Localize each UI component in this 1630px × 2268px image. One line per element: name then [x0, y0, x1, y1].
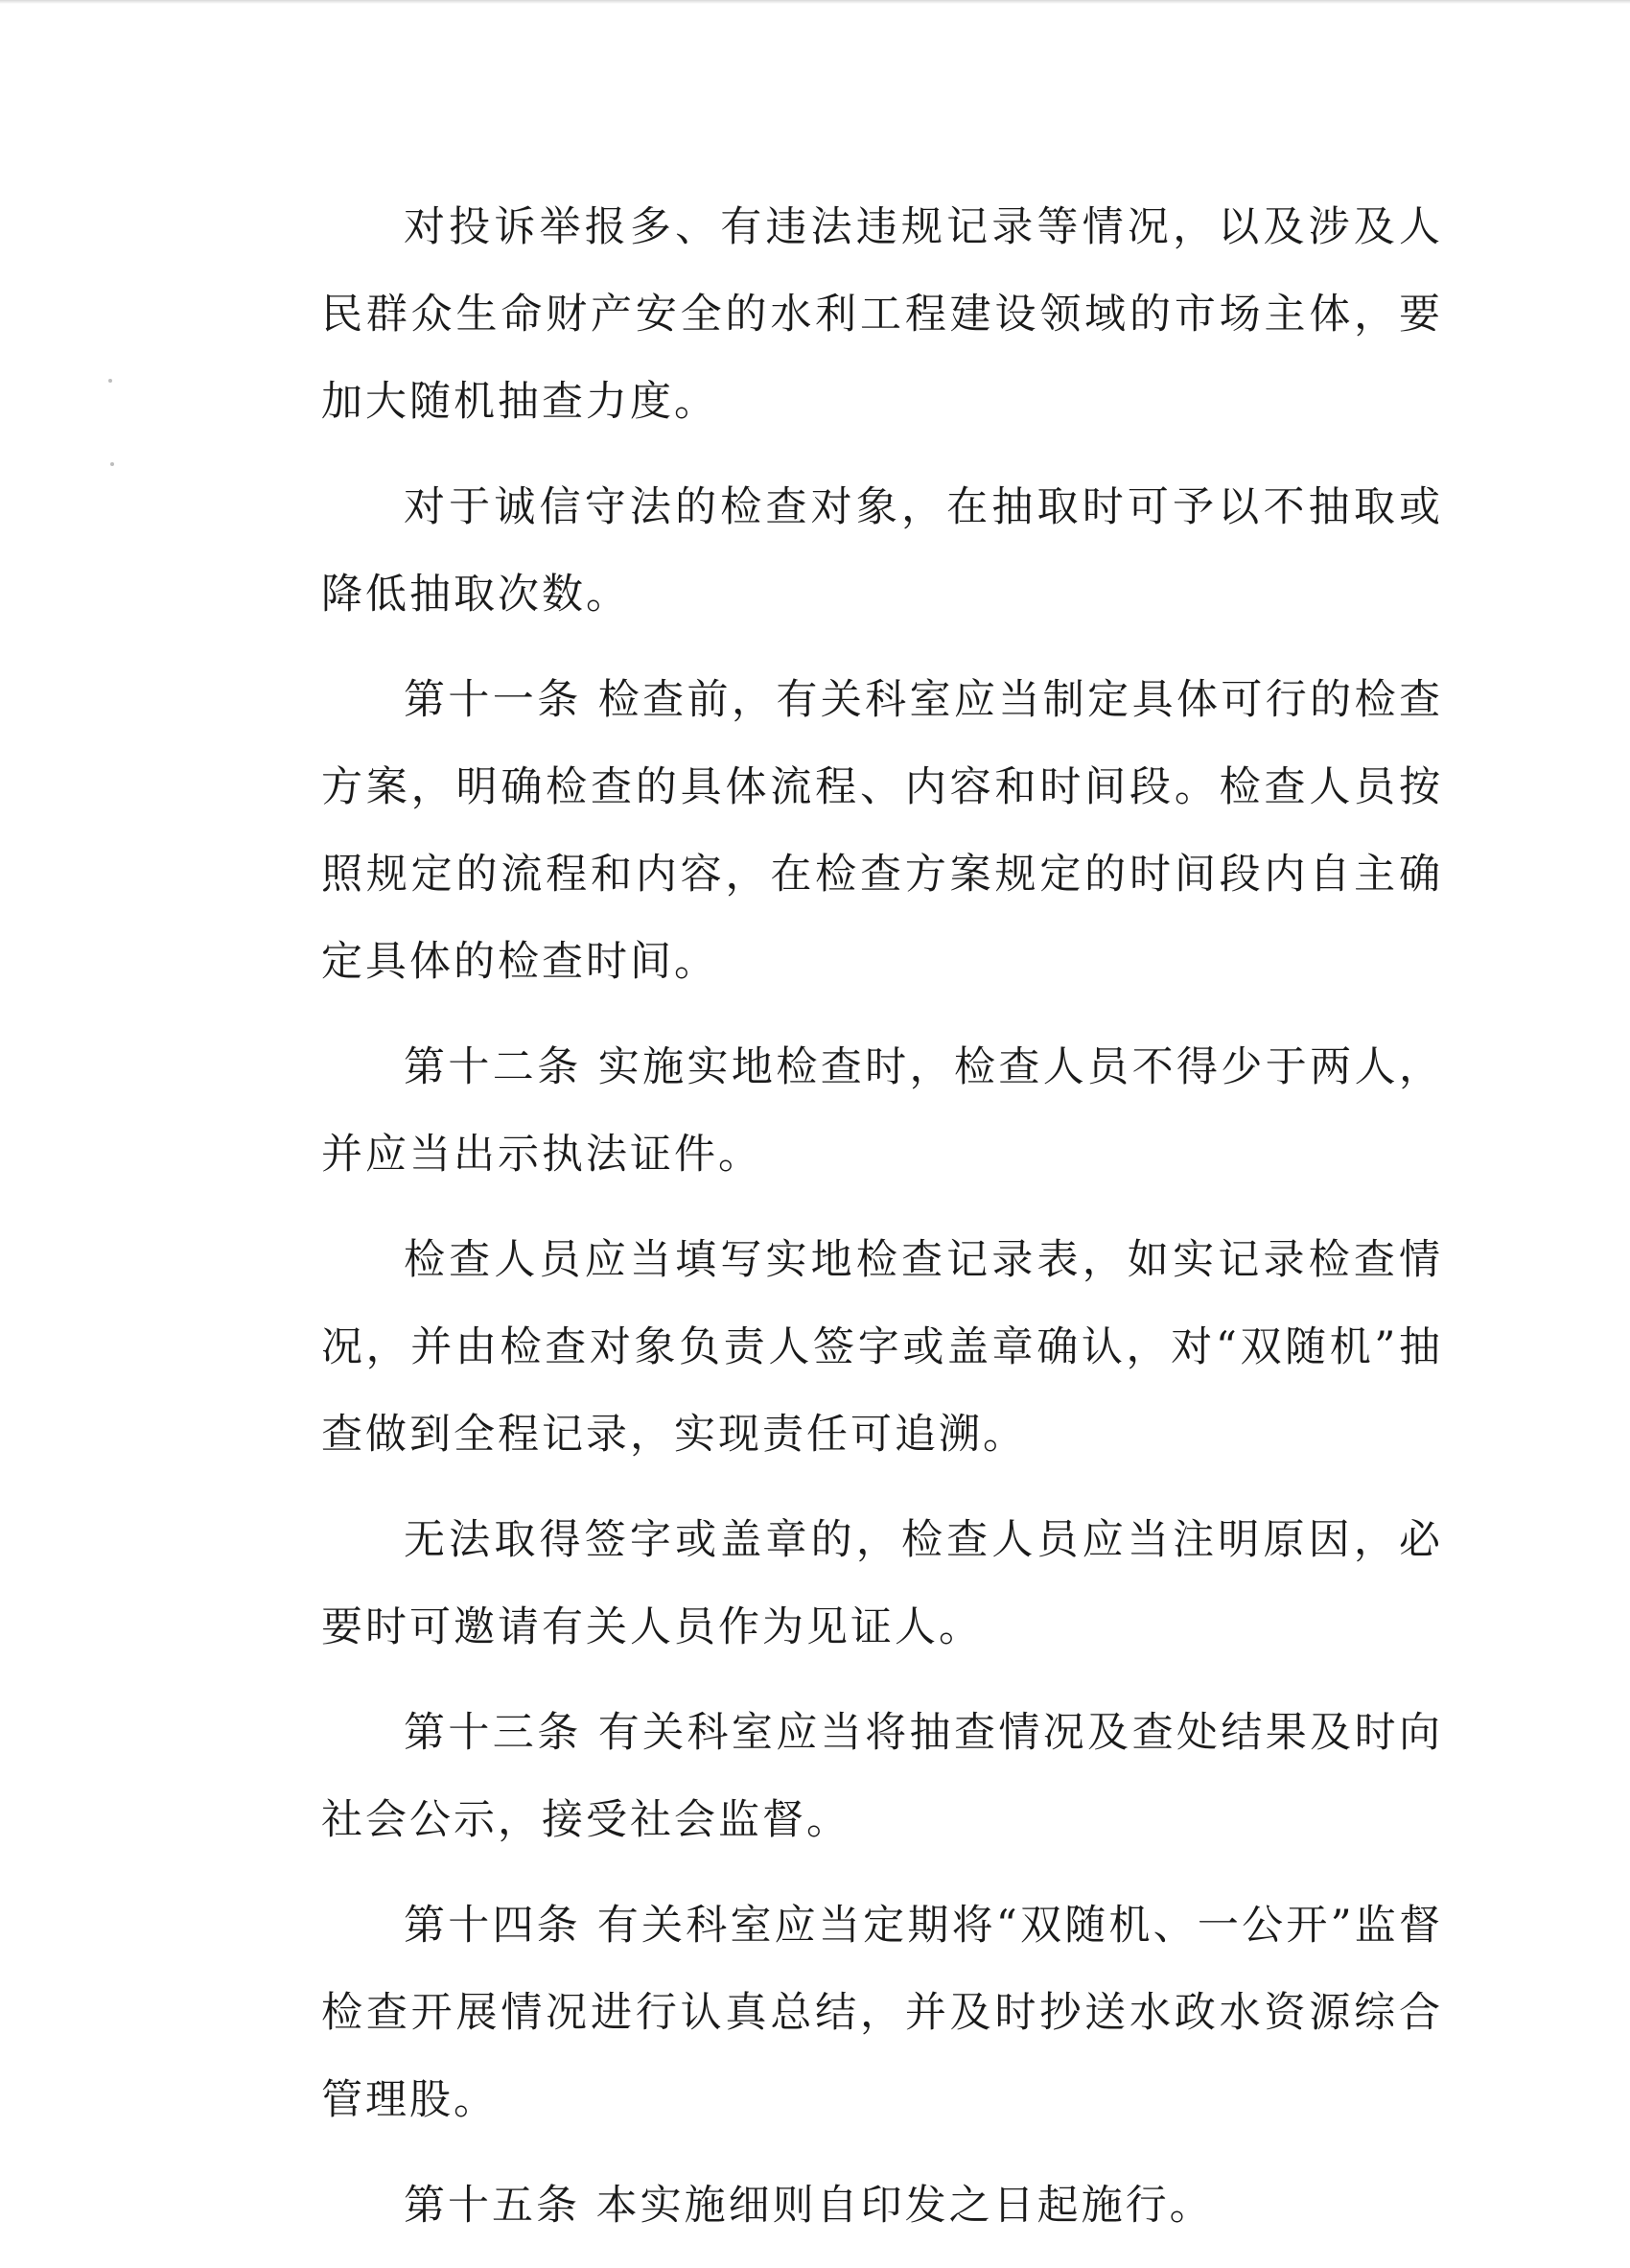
scan-speck — [108, 379, 112, 383]
article-13: 第十三条 有关科室应当将抽查情况及查处结果及时向社会公示，接受社会监督。 — [321, 1709, 1443, 1844]
paragraph-complaint-subjects: 对投诉举报多、有违法违规记录等情况，以及涉及人民群众生命财产安全的水利工程建设领域的市场主体，要加大随机抽查力度。 — [321, 203, 1443, 426]
article-12: 第十二条 实施实地检查时，检查人员不得少于两人，并应当出示执法证件。 — [321, 1043, 1443, 1179]
article-11: 第十一条 检查前，有关科室应当制定具体可行的检查方案，明确检查的具体流程、内容和时间段。检查人员按照规定的流程和内容，在检查方案规定的时间段内自主确定具体的检查时间。 — [321, 676, 1443, 986]
document-body — [321, 184, 1443, 2268]
article-15: 第十五条 本实施细则自印发之日起施行。 — [404, 2182, 1214, 2230]
article-14: 第十四条 有关科室应当定期将“双随机、一公开”监督检查开展情况进行认真总结，并及时抄送水政水资源综合管理股。 — [321, 1902, 1443, 2124]
scan-speck — [110, 462, 114, 466]
scan-top-edge — [0, 0, 1630, 4]
paragraph-inspection-record: 检查人员应当填写实地检查记录表，如实记录检查情况，并由检查对象负责人签字或盖章确认，对“双随机”抽查做到全程记录，实现责任可追溯。 — [321, 1236, 1443, 1459]
paragraph-witness: 无法取得签字或盖章的，检查人员应当注明原因，必要时可邀请有关人员作为见证人。 — [321, 1516, 1443, 1651]
paragraph-credit-subjects: 对于诚信守法的检查对象，在抽取时可予以不抽取或降低抽取次数。 — [321, 483, 1443, 619]
